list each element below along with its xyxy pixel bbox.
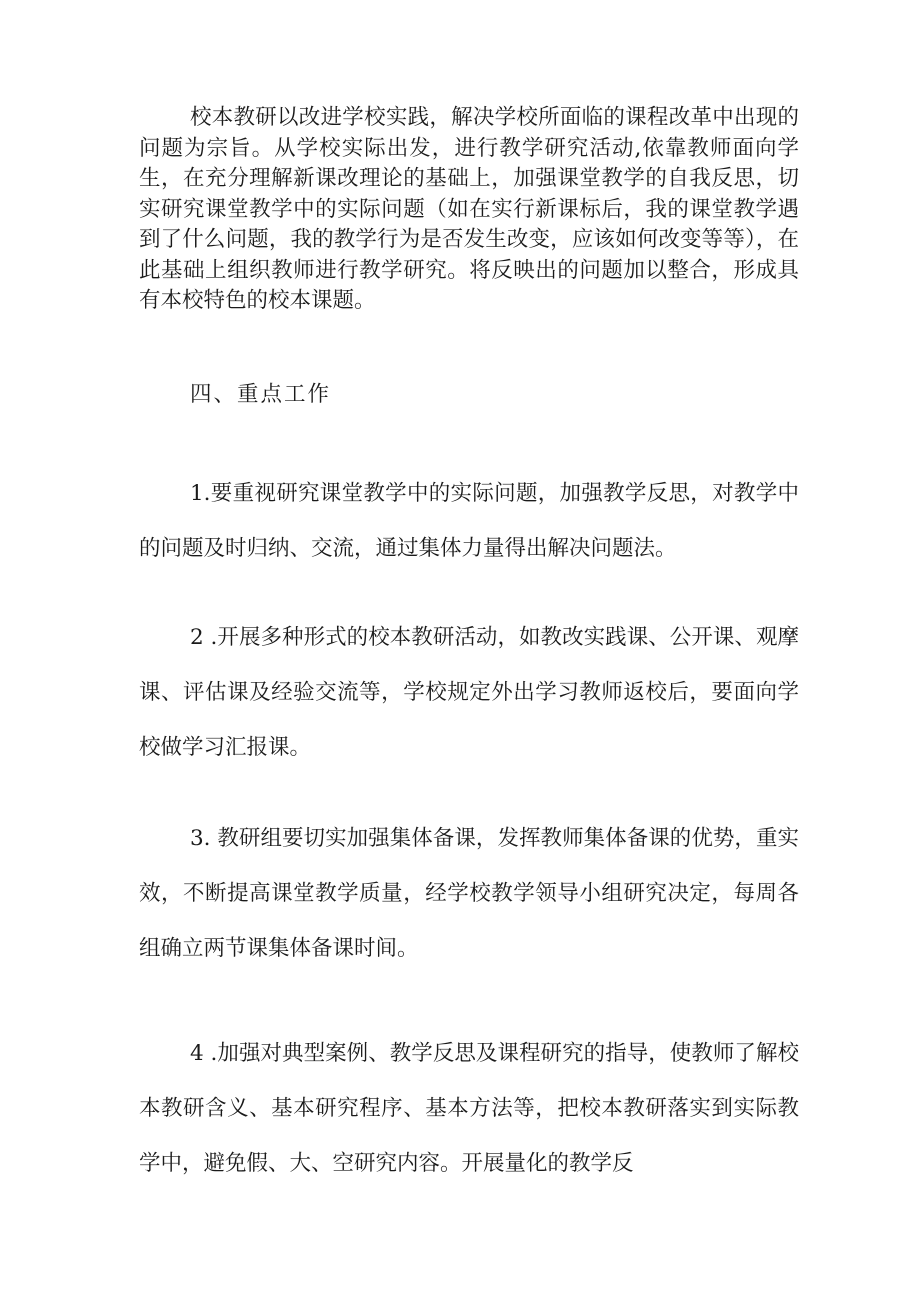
work-item-4: 4 .加强对典型案例、教学反思及课程研究的指导，使教师了解校本教研含义、基本研究程序、基本方法等，把校本教研落实到实际教学中，避免假、大、空研究内容。开展量化的教学反 — [139, 1041, 799, 1176]
section-heading: 四、重点工作 — [190, 382, 332, 407]
work-item-3: 3. 教研组要切实加强集体备课，发挥教师集体备课的优势，重实效，不断提高课堂教学质量，经学校教学领导小组研究决定，每周各组确立两节课集体备课时间。 — [139, 826, 799, 961]
work-item-2: 2 .开展多种形式的校本教研活动，如教改实践课、公开课、观摩课、评估课及经验交流等，学校规定外出学习教师返校后，要面向学校做学习汇报课。 — [139, 625, 799, 760]
work-item-1: 1.要重视研究课堂教学中的实际问题，加强教学反思，对教学中的问题及时归纳、交流，通过集体力量得出解决问题法。 — [139, 481, 799, 561]
intro-paragraph: 校本教研以改进学校实践，解决学校所面临的课程改革中出现的问题为宗旨。从学校实际出发，进行教学研究活动,依靠教师面向学生，在充分理解新课改理论的基础上，加强课堂教学的自我反思，切实研究课堂教学中的实际问题（如在实行新课标后，我的课堂教学遇到了什么问题，我的教学行为是否发生改变，应该如何改变等等），在此基础上组织教师进行教学研究。将反映出的问题加以整合，形成具有本校特色的校本课题。 — [139, 105, 799, 313]
